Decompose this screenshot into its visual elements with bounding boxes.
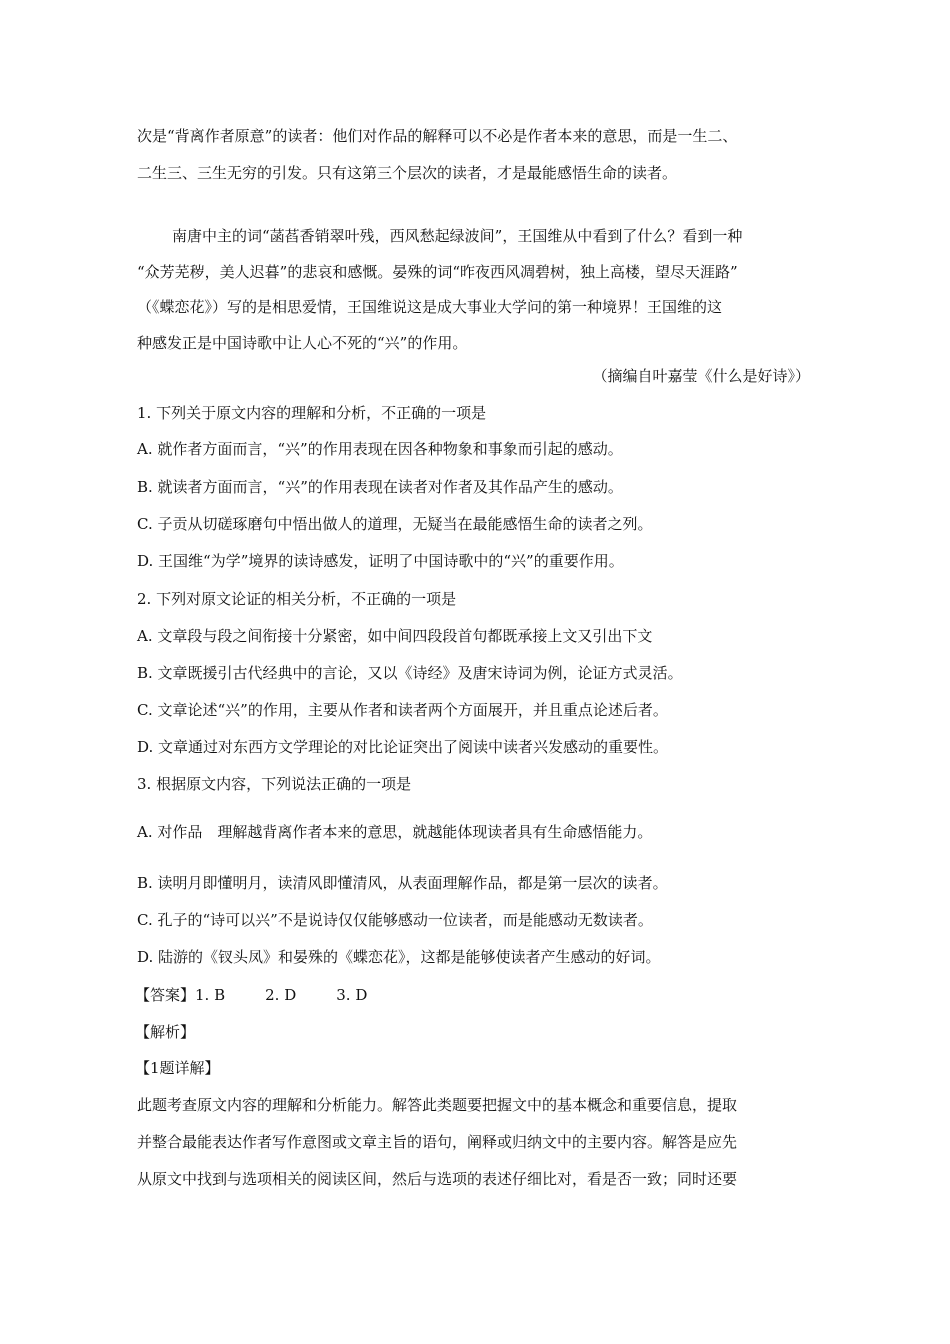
- question-option: C. 文章论述“兴”的作用，主要从作者和读者两个方面展开，并且重点论述后者。: [137, 701, 668, 719]
- passage-line: 南唐中主的词“菡萏香销翠叶残，西风愁起绿波间”，王国维从中看到了什么？看到一种: [172, 227, 743, 245]
- analysis-line: 从原文中找到与选项相关的阅读区间，然后与选项的表述仔细比对，看是否一致；同时还要: [137, 1170, 738, 1188]
- passage-line: 次是“背离作者原意”的读者：他们对作品的解释可以不必是作者本来的意思，而是一生二、: [137, 127, 738, 145]
- question-option: A. 对作品 理解越背离作者本来的意思，就越能体现读者具有生命感悟能力。: [137, 823, 653, 841]
- question-stem: 2. 下列对原文论证的相关分析，不正确的一项是: [137, 590, 457, 608]
- question-option: D. 文章通过对东西方文学理论的对比论证突出了阅读中读者兴发感动的重要性。: [137, 738, 669, 756]
- analysis-line: 并整合最能表达作者写作意图或文章主旨的语句，阐释或归纳文中的主要内容。解答是应先: [137, 1133, 738, 1151]
- question-stem: 3. 根据原文内容，下列说法正确的一项是: [137, 775, 412, 793]
- passage-source: （摘编自叶嘉莹《什么是好诗》）: [592, 367, 810, 385]
- question-option: C. 子贡从切磋琢磨句中悟出做人的道理，无疑当在最能感悟生命的读者之列。: [137, 515, 653, 533]
- answer-line: [135, 985, 367, 1005]
- question-option: A. 文章段与段之间衔接十分紧密，如中间四段段首句都既承接上文又引出下文: [137, 627, 653, 645]
- question-option: B. 就读者方面而言，“兴”的作用表现在读者对作者及其作品产生的感动。: [137, 478, 623, 496]
- question-option: D. 王国维“为学”境界的读诗感发，证明了中国诗歌中的“兴”的重要作用。: [137, 552, 624, 570]
- question-option: C. 孔子的“诗可以兴”不是说诗仅仅能够感动一位读者，而是能感动无数读者。: [137, 911, 653, 929]
- answer-label: 【答案】: [135, 986, 196, 1004]
- question-stem: 1. 下列关于原文内容的理解和分析，不正确的一项是: [137, 404, 487, 422]
- passage-line: （《蝶恋花》）写的是相思爱情，王国维说这是成大事业大学问的第一种境界！王国维的这: [137, 298, 723, 316]
- passage-line: 二生三、三生无穷的引发。只有这第三个层次的读者，才是最能感悟生命的读者。: [137, 164, 678, 182]
- passage-line: 种感发正是中国诗歌中让人心不死的“兴”的作用。: [137, 334, 468, 352]
- analysis-detail-label: 【1题详解】: [135, 1059, 220, 1077]
- question-option: B. 文章既援引古代经典中的言论，又以《诗经》及唐宋诗词为例，论证方式灵活。: [137, 664, 683, 682]
- answer-item: 3. D: [336, 986, 368, 1004]
- question-option: B. 读明月即懂明月，读清风即懂清风，从表面理解作品，都是第一层次的读者。: [137, 874, 668, 892]
- question-option: A. 就作者方面而言，“兴”的作用表现在因各种物象和事象而引起的感动。: [137, 440, 623, 458]
- analysis-line: 此题考查原文内容的理解和分析能力。解答此类题要把握文中的基本概念和重要信息，提取: [137, 1096, 738, 1114]
- question-option: D. 陆游的《钗头凤》和晏殊的《蝶恋花》，这都是能够使读者产生感动的好词。: [137, 948, 661, 966]
- passage-line: “众芳芜秽，美人迟暮”的悲哀和感慨。晏殊的词“昨夜西风凋碧树，独上高楼，望尽天涯路”: [137, 263, 738, 281]
- analysis-label: 【解析】: [135, 1023, 196, 1041]
- answer-item: 1. B: [195, 986, 226, 1004]
- answer-item: 2. D: [265, 986, 297, 1004]
